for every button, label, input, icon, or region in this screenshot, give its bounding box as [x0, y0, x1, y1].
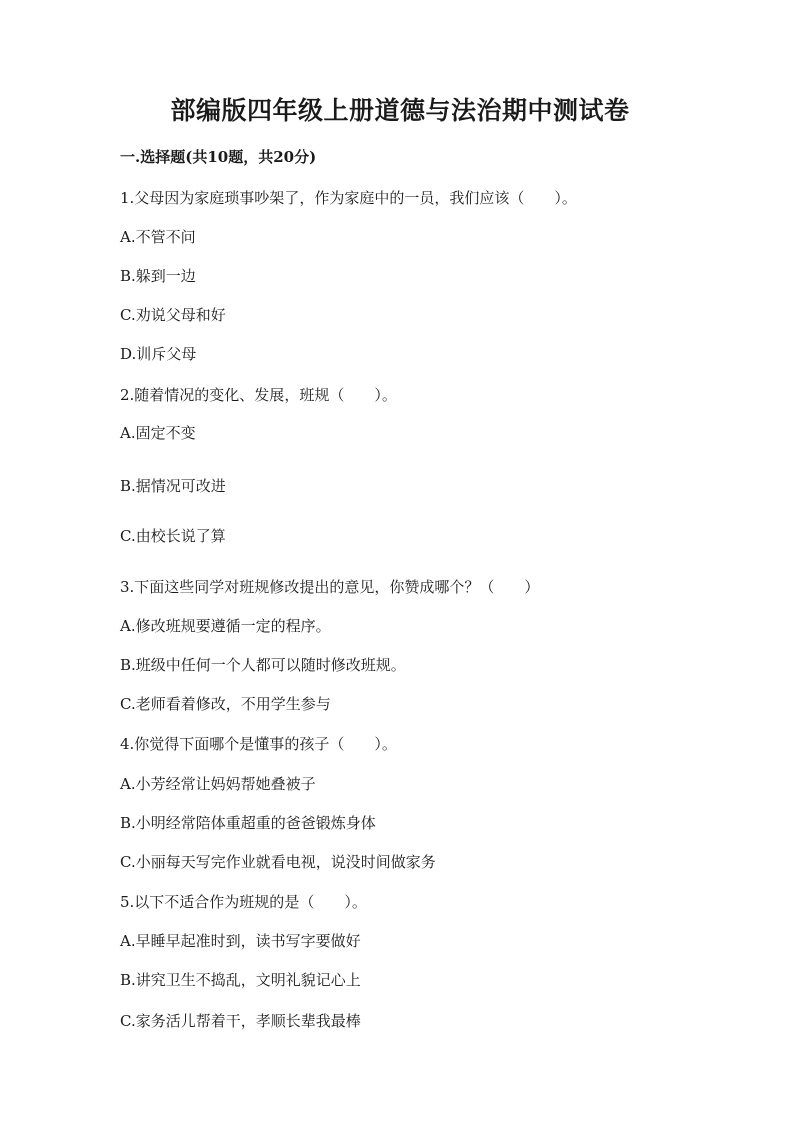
question-1-option-c: C.劝说父母和好 [120, 306, 226, 324]
question-1-option-b: B.躲到一边 [120, 267, 196, 285]
question-2-option-a: A.固定不变 [120, 424, 196, 442]
question-5-option-b: B.讲究卫生不捣乱，文明礼貌记心上 [120, 971, 361, 989]
question-1-option-d: D.训斥父母 [120, 345, 197, 363]
question-3-option-c: C.老师看着修改，不用学生参与 [120, 695, 331, 713]
section-heading: 一.选择题(共10题，共20分) [120, 148, 317, 166]
question-4-option-b: B.小明经常陪体重超重的爸爸锻炼身体 [120, 814, 376, 832]
question-1-stem: 1.父母因为家庭琐事吵架了，作为家庭中的一员，我们应该（ ）。 [120, 189, 577, 207]
question-4-option-c: C.小丽每天写完作业就看电视，说没时间做家务 [120, 853, 436, 871]
page-title: 部编版四年级上册道德与法治期中测试卷 [170, 96, 630, 125]
question-5-option-a: A.早睡早起准时到，读书写字要做好 [120, 932, 361, 950]
question-5-option-c: C.家务活儿帮着干，孝顺长辈我最棒 [120, 1012, 361, 1030]
question-4-stem: 4.你觉得下面哪个是懂事的孩子（ ）。 [120, 735, 397, 753]
question-2-option-c: C.由校长说了算 [120, 527, 226, 545]
question-3-option-b: B.班级中任何一个人都可以随时修改班规。 [120, 656, 406, 674]
question-5-stem: 5.以下不适合作为班规的是（ ）。 [120, 893, 367, 911]
question-3-option-a: A.修改班规要遵循一定的程序。 [120, 617, 331, 635]
question-1-option-a: A.不管不问 [120, 228, 196, 246]
question-2-stem: 2.随着情况的变化、发展，班规（ ）。 [120, 386, 397, 404]
question-3-stem: 3.下面这些同学对班规修改提出的意见，你赞成哪个？（ ） [120, 578, 540, 596]
question-4-option-a: A.小芳经常让妈妈帮她叠被子 [120, 775, 316, 793]
question-2-option-b: B.据情况可改进 [120, 477, 226, 495]
